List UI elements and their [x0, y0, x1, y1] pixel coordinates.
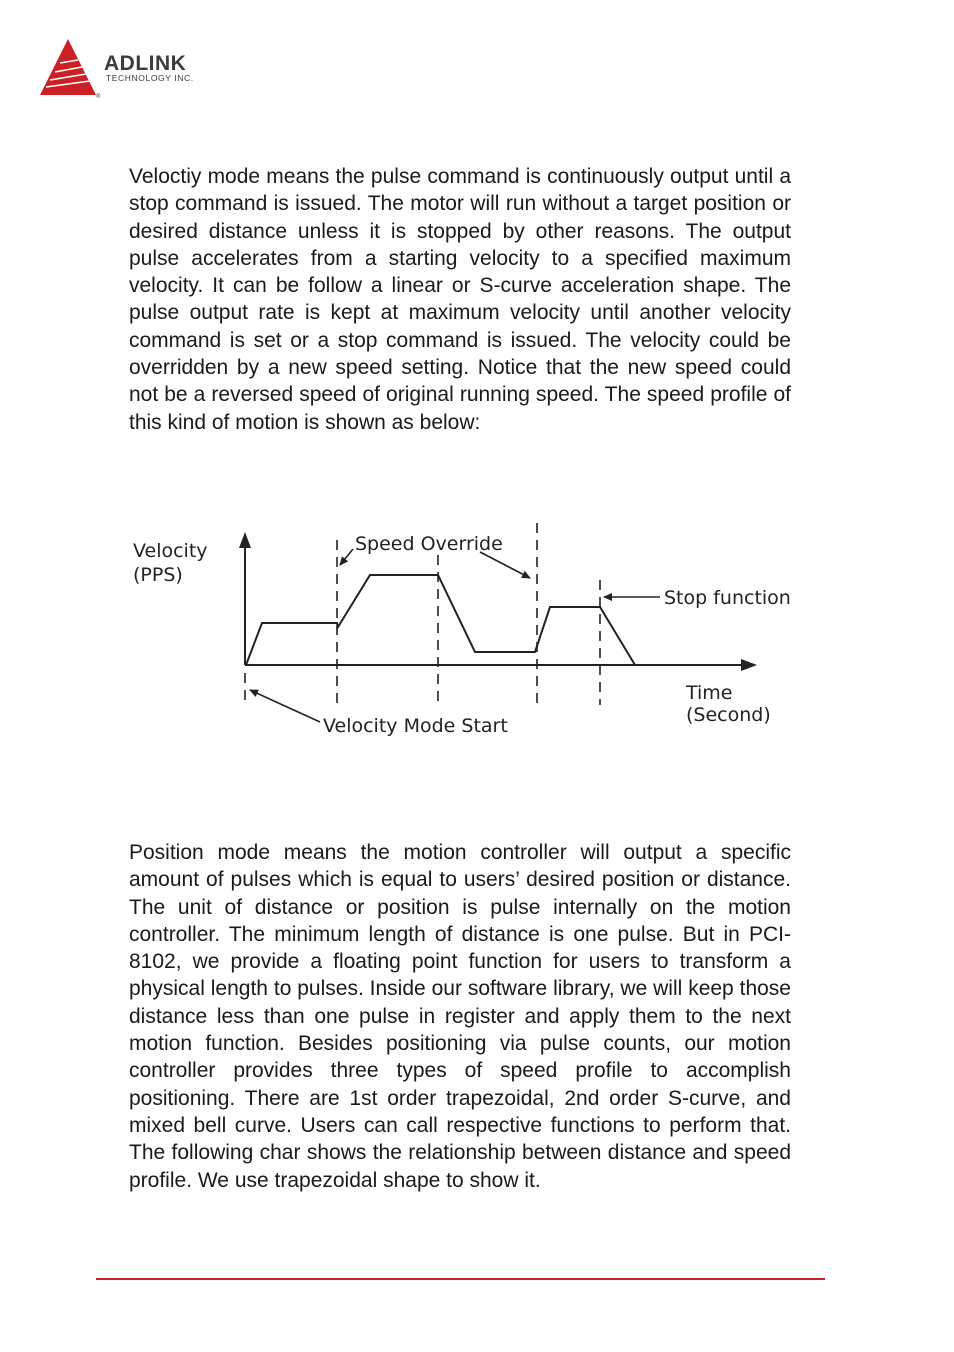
velocity-mode-paragraph: Veloctiy mode means the pulse command is continuously output until a stop command is issued. The motor will run without a target position or desired distance unless it is stopped by other reasons. The output pulse accelerates from a starting velocity to a specified maximum velocity. It can be follow a linear or S-curve acceleration shape. The pulse output rate is kept at maximum velocity until another velocity command is set or a stop command is issued. The velocity could be overridden by a new speed setting. Notice that the new speed could not be a reversed speed of original running speed. The speed profile of this kind of motion is shown as below:	[129, 165, 791, 434]
y-axis-label-line1: Velocity	[133, 540, 208, 562]
x-axis-arrow-icon	[741, 659, 757, 671]
x-axis-label-line1: Time	[686, 682, 733, 704]
override-arrow-left	[340, 549, 353, 565]
override-arrow-right	[480, 552, 530, 578]
velocity-mode-start-label: Velocity Mode Start	[323, 715, 508, 737]
brand-name: ADLINK	[104, 52, 187, 75]
y-axis-label-line2: (PPS)	[133, 564, 183, 586]
y-axis-arrow-icon	[239, 532, 251, 548]
position-mode-paragraph: Position mode means the motion controller will output a specific amount of pulses which is equal to users’ desired position or distance. The unit of distance or position is pulse internally on the motion controller. The minimum length of distance is one pulse. But in PCI-8102, we provide a floating point function for users to transform a physical length to pulses. Inside our software library, we will keep those distance less than one pulse in register and apply them to the next motion function. Besides positioning via pulse counts, our motion controller provides three types of speed profile to accomplish positioning. There are 1st order trapezoidal, 2nd order S-curve, and mixed bell curve. Users can call respective functions to perform that. The following char shows the relationship between distance and speed profile. We use trapezoidal shape to show it.	[129, 841, 791, 1192]
start-arrow	[250, 690, 320, 722]
velocity-profile-figure	[120, 515, 810, 750]
brand-subtitle: TECHNOLOGY INC.	[106, 73, 194, 83]
x-axis-label-line2: (Second)	[686, 704, 771, 726]
stop-function-label: Stop function	[664, 587, 791, 609]
speed-override-label: Speed Override	[355, 533, 503, 555]
footer-rule	[96, 1278, 825, 1280]
registered-mark: ®	[96, 94, 101, 100]
velocity-profile-line	[246, 575, 635, 665]
